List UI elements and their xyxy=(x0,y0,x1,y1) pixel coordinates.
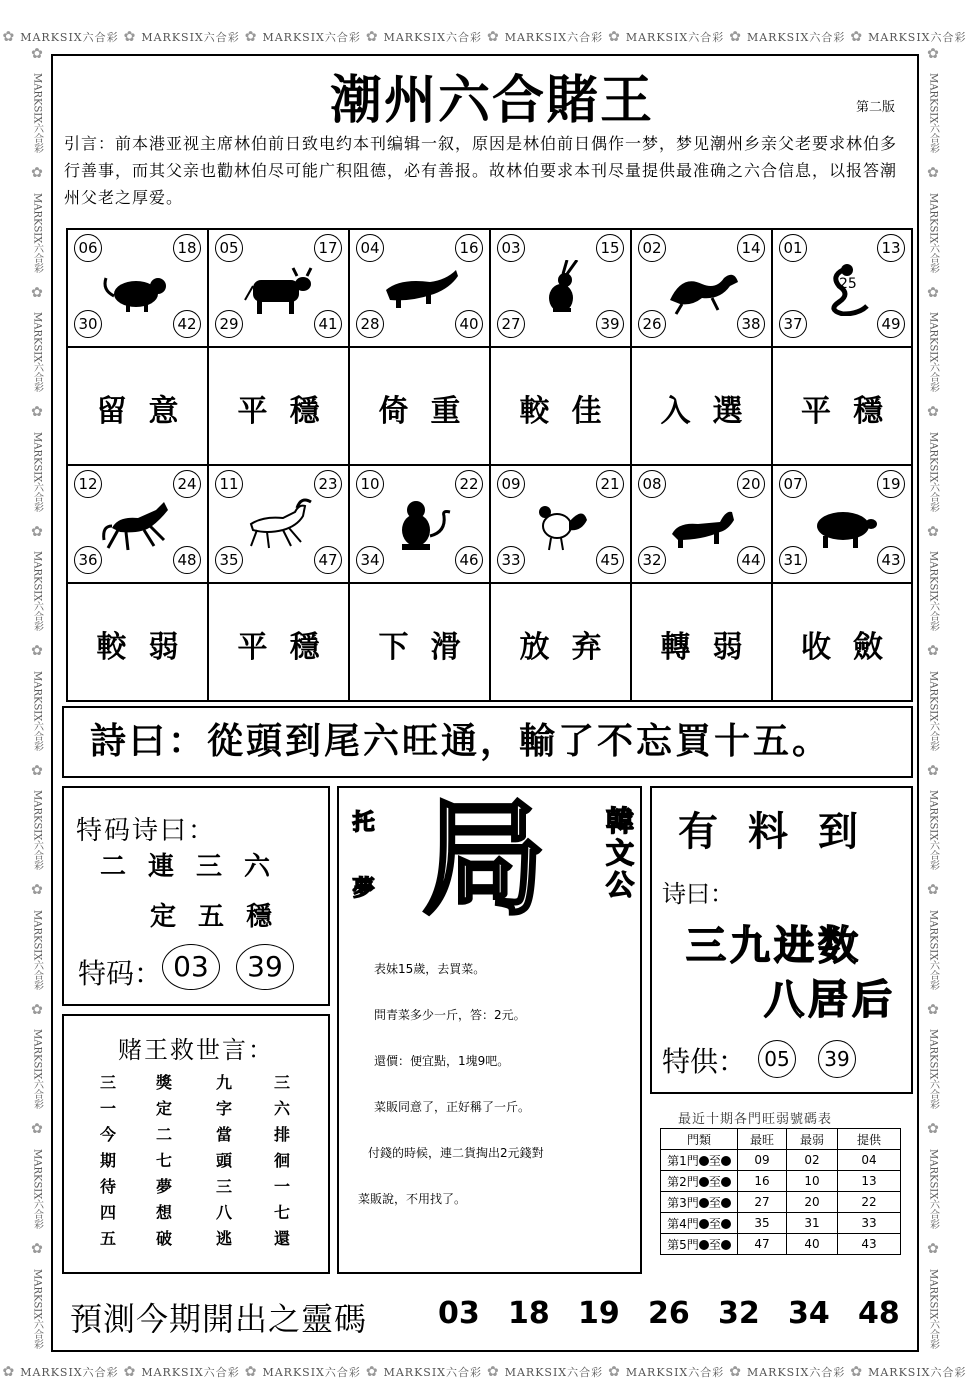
flower-ornament-icon: ✿ xyxy=(927,882,939,899)
stats-row xyxy=(661,1234,901,1255)
flower-ornament-icon: ✿ xyxy=(927,284,939,301)
stats-header: 最旺 xyxy=(738,1129,787,1150)
stats-min: 40 xyxy=(787,1234,838,1255)
edition-label: 第二版 xyxy=(856,100,896,115)
flower-ornament-icon: ✿ xyxy=(729,1364,742,1380)
ball-icon xyxy=(721,1156,731,1166)
zodiac-number: 42 xyxy=(173,310,201,338)
stats-door: 第4門 至 xyxy=(661,1213,738,1234)
stats-max: 47 xyxy=(738,1234,787,1255)
fortune-text: 平穩 xyxy=(237,394,342,429)
story-line: 菜販同意了，正好稱了一斤。 xyxy=(374,1100,531,1114)
fortune-text: 較弱 xyxy=(96,630,201,665)
zodiac-number: 40 xyxy=(455,310,483,338)
dog-icon xyxy=(662,496,742,552)
fortune-text: 入選 xyxy=(660,394,765,429)
zodiac-number: 18 xyxy=(173,234,201,262)
zodiac-number: 04 xyxy=(356,234,384,262)
border-brand-text: MARKSIX六合彩 xyxy=(927,670,939,752)
tema-number-2: 39 xyxy=(236,944,294,990)
zodiac-cell xyxy=(209,466,350,584)
border-brand-text: MARKSIX六合彩 xyxy=(31,670,43,752)
border-brand-text: MARKSIX六合彩 xyxy=(383,1366,482,1379)
fortune-cell xyxy=(209,584,350,700)
border-brand-text: MARKSIX六合彩 xyxy=(262,31,361,44)
flower-ornament-icon: ✿ xyxy=(31,1121,43,1138)
zodiac-cell xyxy=(773,230,911,348)
stats-header: 門類 xyxy=(661,1129,738,1150)
zodiac-number: 12 xyxy=(74,470,102,498)
ball-icon xyxy=(721,1177,731,1187)
zodiac-number: 48 xyxy=(173,546,201,574)
hanwengong-label: 韓文公 xyxy=(602,806,635,902)
ball-icon xyxy=(699,1219,709,1229)
zodiac-number: 13 xyxy=(877,234,905,262)
zodiac-grid xyxy=(66,228,913,702)
zodiac-cell xyxy=(209,230,350,348)
flower-ornament-icon: ✿ xyxy=(31,1001,43,1018)
zodiac-number: 30 xyxy=(74,310,102,338)
flower-ornament-icon: ✿ xyxy=(608,1364,621,1380)
border-brand-text: MARKSIX六合彩 xyxy=(31,192,43,274)
tegong-label: 特供： xyxy=(662,1045,747,1078)
fortune-text: 收斂 xyxy=(801,630,905,665)
flower-ornament-icon: ✿ xyxy=(31,404,43,421)
story-line: 菜販說，不用找了。 xyxy=(358,1192,467,1206)
zodiac-number: 02 xyxy=(638,234,666,262)
fortune-text: 留意 xyxy=(96,394,201,429)
fortune-cell xyxy=(773,348,911,466)
border-brand-text: MARKSIX六合彩 xyxy=(31,1148,43,1230)
border-brand-text: MARKSIX六合彩 xyxy=(746,1366,846,1379)
zodiac-number: 36 xyxy=(74,546,102,574)
border-brand-text: MARKSIX六合彩 xyxy=(625,31,725,44)
border-brand-text: MARKSIX六合彩 xyxy=(31,551,43,632)
ball-icon xyxy=(699,1240,709,1250)
flower-ornament-icon: ✿ xyxy=(927,1121,939,1138)
zodiac-cell xyxy=(68,230,209,348)
predict-label: 預測今期開出之靈碼 xyxy=(70,1300,368,1338)
goat-icon xyxy=(239,496,319,552)
fortune-cell xyxy=(632,584,773,700)
predict-numbers xyxy=(438,1296,928,1331)
zodiac-number: 03 xyxy=(497,234,525,262)
stats-title: 最近十期各門旺弱號碼表 xyxy=(678,1112,833,1127)
zodiac-number: 01 xyxy=(779,234,807,262)
border-brand-text: MARKSIX六合彩 xyxy=(927,431,939,513)
flower-ornament-icon: ✿ xyxy=(927,643,939,660)
fortune-cell xyxy=(68,348,209,466)
zodiac-number: 14 xyxy=(737,234,765,262)
fortune-text: 下滑 xyxy=(378,630,483,665)
border-brand-text: MARKSIX六合彩 xyxy=(927,909,939,991)
zodiac-number: 44 xyxy=(737,546,765,574)
stats-row xyxy=(661,1213,901,1234)
border-brand-text: MARKSIX六合彩 xyxy=(20,1366,119,1379)
ball-icon xyxy=(699,1156,709,1166)
border-brand-text: MARKSIX六合彩 xyxy=(31,431,43,513)
flower-ornament-icon: ✿ xyxy=(2,1364,16,1380)
zodiac-number: 47 xyxy=(314,546,342,574)
duwang-column-1: 三一今期待四五 xyxy=(99,1073,116,1248)
flower-ornament-icon: ✿ xyxy=(927,523,939,540)
fortune-text: 平穩 xyxy=(237,630,342,665)
fortune-text: 較佳 xyxy=(519,394,624,429)
stats-min: 02 xyxy=(787,1150,838,1171)
stats-max: 27 xyxy=(738,1192,787,1213)
zodiac-cell xyxy=(350,230,491,348)
border-brand-text: MARKSIX六合彩 xyxy=(927,1268,939,1349)
zodiac-number: 10 xyxy=(356,470,384,498)
tema-line-1: 二連三六 xyxy=(100,852,293,882)
zodiac-number: 21 xyxy=(596,470,624,498)
tiger-icon xyxy=(380,260,460,316)
youliaodao-line-2: 八居后 xyxy=(764,977,896,1023)
fortune-cell xyxy=(773,584,911,700)
border-brand-text: MARKSIX六合彩 xyxy=(31,790,43,871)
zodiac-number: 06 xyxy=(74,234,102,262)
border-brand-text: MARKSIX六合彩 xyxy=(927,1029,939,1110)
flower-ornament-icon: ✿ xyxy=(729,29,742,45)
tema-line-2: 定五穩 xyxy=(150,902,295,932)
zodiac-cell xyxy=(68,466,209,584)
zodiac-number: 39 xyxy=(596,310,624,338)
zodiac-number: 05 xyxy=(215,234,243,262)
zodiac-number: 32 xyxy=(638,546,666,574)
flower-ornament-icon: ✿ xyxy=(31,643,43,660)
stats-max: 09 xyxy=(738,1150,787,1171)
zodiac-number: 46 xyxy=(455,546,483,574)
stats-door: 第3門 至 xyxy=(661,1192,738,1213)
zodiac-number: 38 xyxy=(737,310,765,338)
border-top xyxy=(0,20,969,54)
zodiac-number: 27 xyxy=(497,310,525,338)
snake-number: 25 xyxy=(839,276,857,292)
zodiac-number: 41 xyxy=(314,310,342,338)
predict-number: 19 xyxy=(578,1296,620,1331)
story-line: 還價：便宜點，1塊9吧。 xyxy=(374,1054,510,1068)
tegong-number-1: 05 xyxy=(758,1040,796,1078)
stats-header: 最弱 xyxy=(787,1129,838,1150)
border-brand-text: MARKSIX六合彩 xyxy=(625,1366,725,1379)
tema-number-1: 03 xyxy=(162,944,220,990)
flower-ornament-icon: ✿ xyxy=(850,1364,864,1380)
zodiac-number: 29 xyxy=(215,310,243,338)
zodiac-number: 07 xyxy=(779,470,807,498)
intro-text: 引言：前本港亚视主席林伯前日致电约本刊编辑一叙，原因是林伯前日偶作一梦，梦见潮州乡亲父老要求林伯多行善事，而其父亲也勸林伯尽可能广积阻德，必有善报。故林伯要求本刊尽量提供最准确之六合信息，以报答潮州父老之厚爱。 xyxy=(64,134,898,207)
story-text xyxy=(356,960,626,1236)
stats-min: 20 xyxy=(787,1192,838,1213)
flower-ornament-icon: ✿ xyxy=(31,762,43,779)
stats-provide: 13 xyxy=(838,1171,901,1192)
border-brand-text: MARKSIX六合彩 xyxy=(262,1366,361,1379)
stats-door: 第1門 至 xyxy=(661,1150,738,1171)
fortune-cell xyxy=(209,348,350,466)
flower-ornament-icon: ✿ xyxy=(927,1240,939,1257)
fortune-text: 轉弱 xyxy=(660,630,765,665)
border-brand-text: MARKSIX六合彩 xyxy=(868,31,967,44)
stats-door: 第5門 至 xyxy=(661,1234,738,1255)
zodiac-cell xyxy=(350,466,491,584)
zodiac-cell xyxy=(632,466,773,584)
duwang-column-2: 獎定二七夢想破 xyxy=(155,1073,172,1248)
ox-icon xyxy=(239,260,319,316)
predict-number: 26 xyxy=(648,1296,690,1331)
flower-ornament-icon: ✿ xyxy=(31,1240,43,1257)
border-brand-text: MARKSIX六合彩 xyxy=(504,31,604,44)
fortune-cell xyxy=(491,348,632,466)
stats-row xyxy=(661,1171,901,1192)
pig-icon xyxy=(803,496,883,552)
youliaodao-line-1: 三九进数 xyxy=(686,923,862,969)
zodiac-number: 11 xyxy=(215,470,243,498)
zodiac-number: 31 xyxy=(779,546,807,574)
stats-provide: 04 xyxy=(838,1150,901,1171)
predict-number: 48 xyxy=(858,1296,900,1331)
flower-ornament-icon: ✿ xyxy=(850,29,864,45)
border-brand-text: MARKSIX六合彩 xyxy=(141,1366,240,1379)
dragon-icon xyxy=(662,260,742,316)
stats-row xyxy=(661,1192,901,1213)
stats-header: 提供 xyxy=(838,1129,901,1150)
flower-ornament-icon: ✿ xyxy=(31,882,43,899)
predict-number: 18 xyxy=(508,1296,550,1331)
stats-max: 16 xyxy=(738,1171,787,1192)
big-ju-character: 局 xyxy=(422,788,547,932)
border-bottom xyxy=(0,1355,969,1389)
flower-ornament-icon: ✿ xyxy=(927,404,939,421)
border-brand-text: MARKSIX六合彩 xyxy=(927,73,939,154)
ball-icon xyxy=(699,1198,709,1208)
zodiac-number: 26 xyxy=(638,310,666,338)
flower-ornament-icon: ✿ xyxy=(927,165,939,182)
monkey-icon xyxy=(380,496,460,552)
flower-ornament-icon: ✿ xyxy=(31,45,43,62)
page-title: 潮州六合賭王 xyxy=(330,70,655,131)
flower-ornament-icon: ✿ xyxy=(486,29,500,45)
ball-icon xyxy=(721,1198,731,1208)
duwang-column-3: 九字當頭三八逃 xyxy=(215,1073,232,1248)
fortune-text: 放弃 xyxy=(519,630,624,665)
stats-provide: 43 xyxy=(838,1234,901,1255)
rabbit-icon xyxy=(521,260,601,316)
border-brand-text: MARKSIX六合彩 xyxy=(927,192,939,274)
zodiac-number: 35 xyxy=(215,546,243,574)
ball-icon xyxy=(699,1177,709,1187)
border-brand-text: MARKSIX六合彩 xyxy=(927,790,939,871)
zodiac-number: 08 xyxy=(638,470,666,498)
fortune-text: 倚重 xyxy=(378,394,483,429)
border-brand-text: MARKSIX六合彩 xyxy=(746,31,846,44)
border-brand-text: MARKSIX六合彩 xyxy=(927,312,939,393)
flower-ornament-icon: ✿ xyxy=(244,29,258,45)
zodiac-number: 34 xyxy=(356,546,384,574)
border-brand-text: MARKSIX六合彩 xyxy=(31,73,43,154)
tuomeng-label: 托夢 xyxy=(349,810,374,942)
border-brand-text: MARKSIX六合彩 xyxy=(31,909,43,991)
story-line: 問青菜多少一斤，答：2元。 xyxy=(374,1008,526,1022)
duwang-poem xyxy=(98,1070,308,1250)
fortune-cell xyxy=(68,584,209,700)
zodiac-number: 37 xyxy=(779,310,807,338)
poem-banner: 詩曰：從頭到尾六旺通，輸了不忘買十五。 xyxy=(62,706,913,778)
border-brand-text: MARKSIX六合彩 xyxy=(868,1366,967,1379)
zodiac-cell xyxy=(491,230,632,348)
zodiac-cell xyxy=(632,230,773,348)
flower-ornament-icon: ✿ xyxy=(927,45,939,62)
zodiac-number: 15 xyxy=(596,234,624,262)
border-brand-text: MARKSIX六合彩 xyxy=(31,1029,43,1110)
zodiac-number: 17 xyxy=(314,234,342,262)
stats-min: 10 xyxy=(787,1171,838,1192)
flower-ornament-icon: ✿ xyxy=(31,284,43,301)
rat-icon xyxy=(98,260,178,316)
predict-number: 32 xyxy=(718,1296,760,1331)
border-brand-text: MARKSIX六合彩 xyxy=(383,31,482,44)
zodiac-number: 43 xyxy=(877,546,905,574)
youliaodao-sub: 诗曰： xyxy=(662,880,734,908)
zodiac-cell xyxy=(491,466,632,584)
zodiac-number: 33 xyxy=(497,546,525,574)
fortune-cell xyxy=(632,348,773,466)
fortune-cell xyxy=(491,584,632,700)
zodiac-number: 49 xyxy=(877,310,905,338)
stats-table xyxy=(660,1128,901,1255)
fortune-text: 平穩 xyxy=(801,394,905,429)
border-brand-text: MARKSIX六合彩 xyxy=(927,551,939,632)
zodiac-number: 09 xyxy=(497,470,525,498)
rooster-icon xyxy=(521,496,601,552)
fortune-cell xyxy=(350,348,491,466)
flower-ornament-icon: ✿ xyxy=(31,165,43,182)
fortune-cell xyxy=(350,584,491,700)
flower-ornament-icon: ✿ xyxy=(365,1364,379,1380)
flower-ornament-icon: ✿ xyxy=(244,1364,258,1380)
youliaodao-heading: 有料到 xyxy=(678,809,888,855)
zodiac-number: 22 xyxy=(455,470,483,498)
horse-icon xyxy=(98,496,178,552)
border-right xyxy=(922,40,944,1355)
flower-ornament-icon: ✿ xyxy=(927,1001,939,1018)
ball-icon xyxy=(721,1240,731,1250)
zodiac-number: 28 xyxy=(356,310,384,338)
duwang-column-4: 三六排徊一七還 xyxy=(273,1073,290,1248)
border-brand-text: MARKSIX六合彩 xyxy=(31,1268,43,1349)
predict-number: 03 xyxy=(438,1296,480,1331)
flower-ornament-icon: ✿ xyxy=(365,29,379,45)
zodiac-number: 23 xyxy=(314,470,342,498)
stats-max: 35 xyxy=(738,1213,787,1234)
stats-header-row xyxy=(661,1129,901,1150)
story-line: 付錢的時候，連二貨掏出2元錢對 xyxy=(368,1146,544,1160)
border-brand-text: MARKSIX六合彩 xyxy=(31,312,43,393)
flower-ornament-icon: ✿ xyxy=(2,29,16,45)
zodiac-number: 16 xyxy=(455,234,483,262)
stats-provide: 33 xyxy=(838,1213,901,1234)
stats-door: 第2門 至 xyxy=(661,1171,738,1192)
zodiac-number: 45 xyxy=(596,546,624,574)
zodiac-number: 20 xyxy=(737,470,765,498)
ball-icon xyxy=(721,1219,731,1229)
flower-ornament-icon: ✿ xyxy=(123,1364,137,1380)
flower-ornament-icon: ✿ xyxy=(608,29,621,45)
stats-min: 31 xyxy=(787,1213,838,1234)
border-brand-text: MARKSIX六合彩 xyxy=(20,31,119,44)
stats-provide: 22 xyxy=(838,1192,901,1213)
tema-label: 特码： xyxy=(78,957,163,990)
border-brand-text: MARKSIX六合彩 xyxy=(504,1366,604,1379)
flower-ornament-icon: ✿ xyxy=(123,29,137,45)
zodiac-cell xyxy=(773,466,911,584)
border-left xyxy=(26,40,48,1355)
flower-ornament-icon: ✿ xyxy=(486,1364,500,1380)
zodiac-number: 19 xyxy=(877,470,905,498)
flower-ornament-icon: ✿ xyxy=(31,523,43,540)
border-brand-text: MARKSIX六合彩 xyxy=(927,1148,939,1230)
story-line: 表妹15歲，去買菜。 xyxy=(374,962,486,976)
tegong-number-2: 39 xyxy=(818,1040,856,1078)
tema-title: 特码诗曰： xyxy=(76,816,217,846)
zodiac-number: 24 xyxy=(173,470,201,498)
duwang-title: 赌王救世言： xyxy=(118,1036,274,1064)
stats-row xyxy=(661,1150,901,1171)
predict-number: 34 xyxy=(788,1296,830,1331)
border-brand-text: MARKSIX六合彩 xyxy=(141,31,240,44)
flower-ornament-icon: ✿ xyxy=(927,762,939,779)
